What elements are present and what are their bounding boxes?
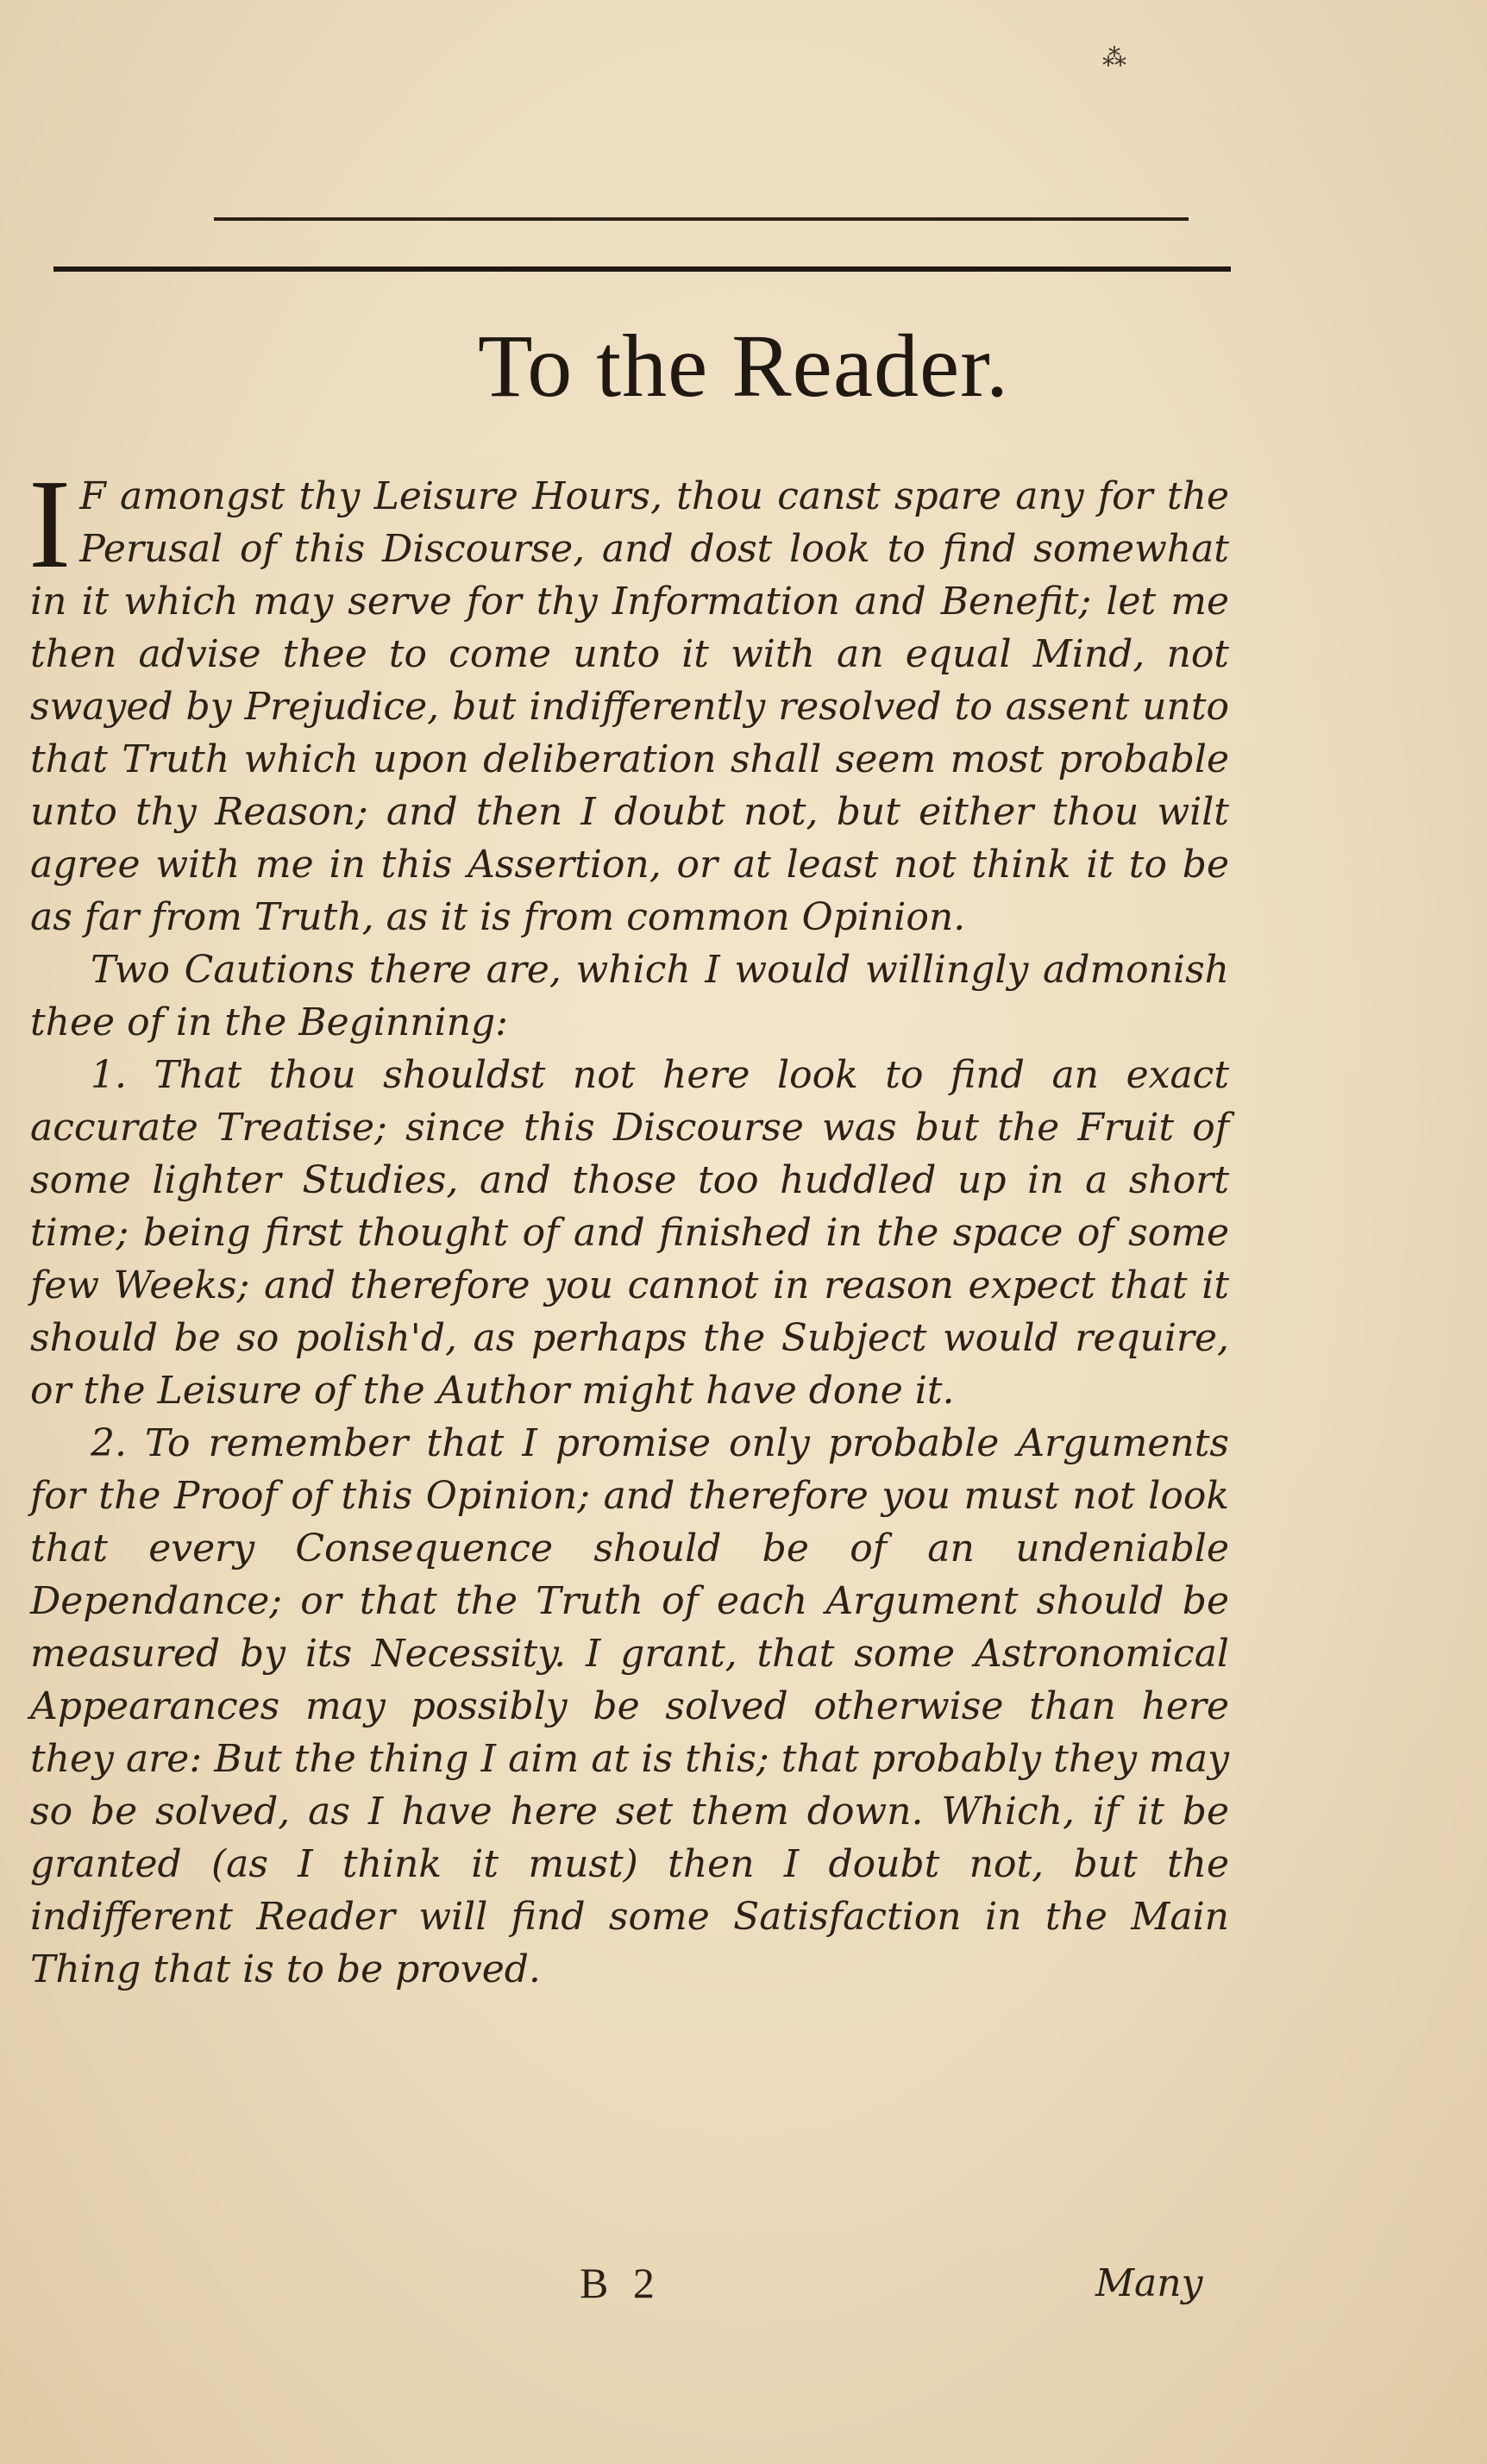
paragraph-1-text: F amongst thy Leisure Hours, thou canst spare any for the Perusal of this Discourse, and dost look to find somewhat in it which may serve for thy Information and Benefit; let me then advise thee to come unto it with an equal Mind, not swayed by Prejudice, but indifferently resolved to assent unto that Truth which upon deliberation shall seem most probable unto thy Reason; and then I doubt not, but either thou wilt agree with me in this Assertion, or at least not think it to be as far from Truth, as it is from common Opinion.: [30, 474, 1229, 939]
catchword: Many: [1095, 2261, 1203, 2305]
paragraph-1: [28, 454, 1229, 944]
page-title: To the Reader.: [477, 317, 1010, 416]
header-rule-thick: [53, 266, 1231, 272]
signature-mark: B 2: [580, 2259, 662, 2307]
paragraph-2: Two Cautions there are, which I would willingly admonish thee of in the Beginning:: [30, 948, 1229, 1044]
header-rule-thin: [214, 217, 1189, 221]
drop-cap: I: [28, 454, 72, 595]
body-text: [28, 454, 1229, 1996]
corner-mark: ⁂: [1102, 45, 1126, 72]
paragraph-4: 2. To remember that I promise only probable Arguments for the Proof of this Opinion; and therefore you must not look that every Consequence should be of an undeniable Dependance; or that the Truth of each Argument should be measured by its Necessity. I grant, that some Astronomical Appearances may possibly be solved otherwise than here they are: But the thing I aim at is this; that probably they may so be solved, as I have here set them down. Which, if it be granted (as I think it must) then I doubt not, but the indifferent Reader will find some Satisfaction in the Main Thing that is to be proved.: [30, 1421, 1229, 1991]
paragraph-3: 1. That thou shouldst not here look to find an exact accurate Treatise; since this Discourse was but the Fruit of some lighter Studies, and those too huddled up in a short time; being first thought of and finished in the space of some few Weeks; and therefore you cannot in reason expect that it should be so polish'd, as perhaps the Subject would require, or the Leisure of the Author might have done it.: [30, 1053, 1229, 1413]
